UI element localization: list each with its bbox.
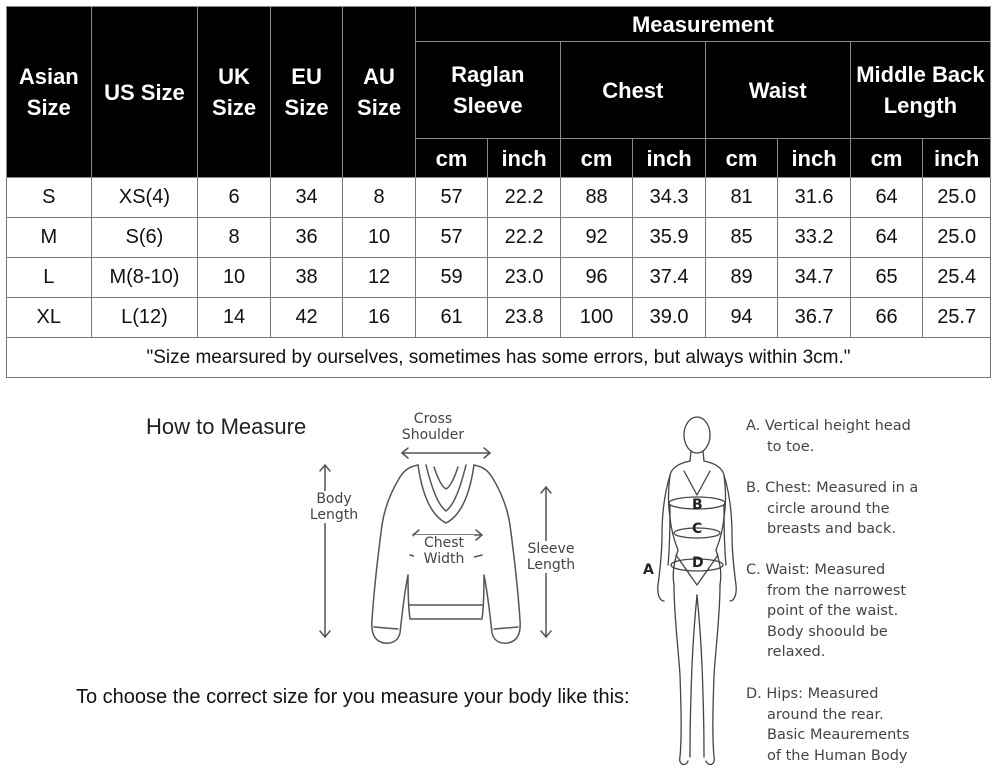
figure-label-b: B (692, 497, 703, 513)
table-row (7, 258, 991, 298)
table-cell: 25.0 (923, 218, 991, 258)
unit-cm: cm (705, 139, 778, 178)
table-cell: 100 (560, 298, 633, 338)
cross-label: Cross (413, 411, 453, 427)
sweater-sketch (300, 405, 590, 655)
table-cell: 57 (415, 218, 488, 258)
unit-inch: inch (778, 139, 851, 178)
table-cell: L(12) (91, 298, 198, 338)
figure-label-c: C (692, 521, 703, 537)
table-cell: 64 (850, 178, 923, 218)
table-cell: M (7, 218, 92, 258)
table-cell: 25.7 (923, 298, 991, 338)
table-cell: 31.6 (778, 178, 851, 218)
table-cell: 25.0 (923, 178, 991, 218)
table-cell: 22.2 (488, 178, 561, 218)
description-line: Basic Meaurements (767, 727, 910, 743)
table-cell: 37.4 (633, 258, 706, 298)
table-cell: 22.2 (488, 218, 561, 258)
table-cell: 36.7 (778, 298, 851, 338)
human-body-icon (640, 405, 740, 771)
human-figure (640, 405, 740, 771)
table-cell: S(6) (91, 218, 198, 258)
table-cell: 23.8 (488, 298, 561, 338)
description-d (746, 684, 996, 766)
table-cell: 25.4 (923, 258, 991, 298)
table-cell: S (7, 178, 92, 218)
table-cell: 10 (343, 218, 416, 258)
width-label: Width (423, 551, 465, 567)
table-cell: XL (7, 298, 92, 338)
description-line: of the Human Body (767, 747, 908, 764)
cross-shoulder-label (398, 411, 468, 443)
table-cell: 10 (198, 258, 271, 298)
table-cell: 59 (415, 258, 488, 298)
unit-inch: inch (488, 139, 561, 178)
description-line: D. Hips: Measured (746, 686, 879, 702)
figure-label-d: D (692, 555, 704, 571)
table-cell: 12 (343, 258, 416, 298)
table-cell: 61 (415, 298, 488, 338)
table-cell: 81 (705, 178, 778, 218)
description-line: point of the waist. (767, 603, 899, 619)
description-line: A. Vertical height head (746, 418, 911, 434)
description-b (746, 478, 996, 540)
header-asian-size: Asian Size (7, 7, 92, 178)
description-line: circle around the (767, 500, 890, 517)
table-cell: 66 (850, 298, 923, 338)
table-cell: 36 (270, 218, 343, 258)
table-cell: 38 (270, 258, 343, 298)
table-row (7, 298, 991, 338)
table-cell: 64 (850, 218, 923, 258)
size-rows (7, 178, 991, 378)
table-cell: 85 (705, 218, 778, 258)
description-line: to toe. (767, 438, 815, 455)
body-label: Body (316, 491, 352, 507)
header-uk-size: UK Size (198, 7, 271, 178)
unit-inch: inch (633, 139, 706, 178)
body-length-label (302, 491, 366, 523)
header-raglan-sleeve: Raglan Sleeve (415, 42, 560, 139)
description-line: Body shoould be (767, 623, 888, 640)
table-cell: 8 (198, 218, 271, 258)
description-line: breasts and back. (767, 521, 897, 537)
header-waist: Waist (705, 42, 850, 139)
table-cell: 23.0 (488, 258, 561, 298)
shoulder-label: Shoulder (401, 427, 465, 443)
header-eu-size: EU Size (270, 7, 343, 178)
header-chest: Chest (560, 42, 705, 139)
unit-inch: inch (923, 139, 991, 178)
table-cell: 94 (705, 298, 778, 338)
description-line: relaxed. (767, 644, 826, 660)
description-line: from the narrowest (767, 582, 907, 599)
description-line: around the rear. (767, 706, 884, 723)
unit-cm: cm (850, 139, 923, 178)
table-cell: 33.2 (778, 218, 851, 258)
description-line: B. Chest: Measured in a (746, 480, 919, 496)
description-c (746, 560, 996, 663)
figure-label-a: A (643, 562, 654, 578)
unit-cm: cm (560, 139, 633, 178)
sleeve-length-label (522, 541, 580, 573)
table-cell: 8 (343, 178, 416, 218)
table-cell: 34 (270, 178, 343, 218)
description-line: C. Waist: Measured (746, 562, 886, 578)
table-cell: 34.7 (778, 258, 851, 298)
table-cell: M(8-10) (91, 258, 198, 298)
table-note: "Size mearsured by ourselves, sometimes has some errors, but always within 3cm." (7, 338, 991, 378)
table-cell: 57 (415, 178, 488, 218)
table-cell: 42 (270, 298, 343, 338)
table-cell: XS(4) (91, 178, 198, 218)
table-cell: 16 (343, 298, 416, 338)
header-au-size: AU Size (343, 7, 416, 178)
sleeve-label: Sleeve (527, 541, 575, 557)
table-cell: 6 (198, 178, 271, 218)
table-cell: 35.9 (633, 218, 706, 258)
table-cell: 65 (850, 258, 923, 298)
measure-instruction: To choose the correct size for you measure your body like this: (76, 686, 630, 708)
table-cell: 88 (560, 178, 633, 218)
table-cell: 96 (560, 258, 633, 298)
table-cell: L (7, 258, 92, 298)
table-row (7, 178, 991, 218)
table-cell: 89 (705, 258, 778, 298)
header-us-size: US Size (91, 7, 198, 178)
length-label: Length (309, 507, 359, 523)
table-cell: 39.0 (633, 298, 706, 338)
table-cell: 92 (560, 218, 633, 258)
table-cell: 34.3 (633, 178, 706, 218)
header-measurement: Measurement (415, 7, 990, 42)
length-label: Length (526, 557, 576, 573)
unit-cm: cm (415, 139, 488, 178)
how-to-measure-title: How to Measure (146, 414, 307, 439)
table-row (7, 218, 991, 258)
size-chart-table (6, 6, 991, 378)
chest-width-label (414, 535, 474, 567)
header-middle-back-length: Middle Back Length (850, 42, 990, 139)
description-a (746, 416, 996, 457)
table-cell: 14 (198, 298, 271, 338)
chest-label: Chest (423, 535, 465, 551)
